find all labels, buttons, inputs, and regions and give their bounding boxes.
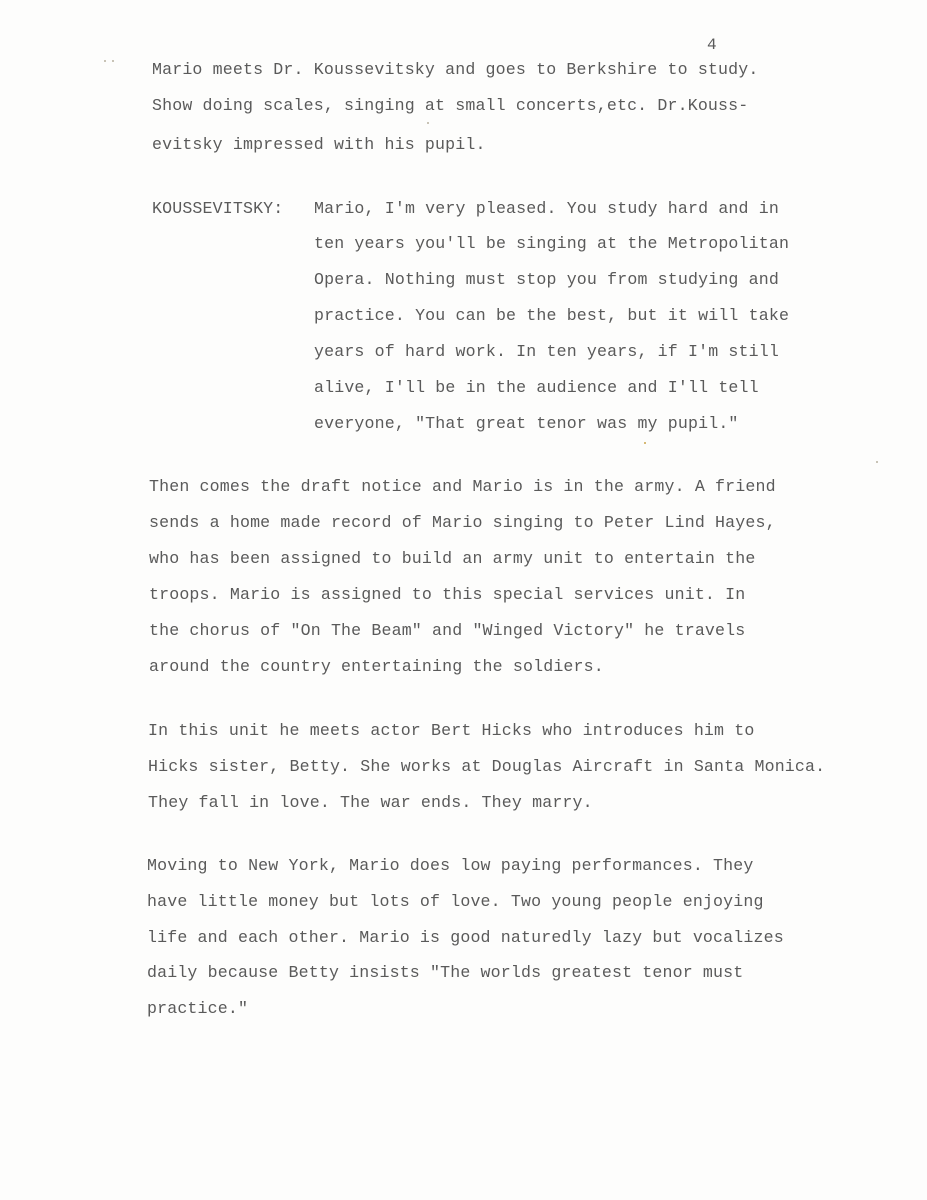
text-line: sends a home made record of Mario singing to Peter Lind Hayes, (149, 513, 776, 532)
text-line: Moving to New York, Mario does low paying performances. They (147, 856, 754, 875)
text-line: Hicks sister, Betty. She works at Douglas Aircraft in Santa Monica. (148, 757, 826, 776)
speaker-name: KOUSSEVITSKY: (152, 199, 284, 218)
paper-speck (427, 122, 429, 124)
dialogue-line: Mario, I'm very pleased. You study hard and in (314, 199, 779, 218)
text-line: who has been assigned to build an army unit to entertain the (149, 549, 756, 568)
paper-speck (104, 60, 106, 62)
paper-speck (644, 442, 646, 444)
dialogue-line: ten years you'll be singing at the Metropolitan (314, 234, 790, 253)
text-line: Then comes the draft notice and Mario is in the army. A friend (149, 477, 776, 496)
text-line: In this unit he meets actor Bert Hicks who introduces him to (148, 721, 755, 740)
dialogue-line: everyone, "That great tenor was my pupil." (314, 414, 739, 433)
text-line: around the country entertaining the soldiers. (149, 657, 604, 676)
dialogue-line: alive, I'll be in the audience and I'll tell (314, 378, 759, 397)
page-number: 4 (707, 36, 717, 54)
dialogue-line: Opera. Nothing must stop you from studying and (314, 270, 779, 289)
text-line: practice." (147, 999, 249, 1018)
paper-speck (112, 60, 114, 62)
text-line: They fall in love. The war ends. They marry. (148, 793, 593, 812)
dialogue-line: practice. You can be the best, but it will take (314, 306, 790, 325)
text-line: troops. Mario is assigned to this special services unit. In (149, 585, 746, 604)
text-line: Mario meets Dr. Koussevitsky and goes to Berkshire to study. (152, 60, 759, 79)
text-line: evitsky impressed with his pupil. (152, 135, 486, 154)
text-line: have little money but lots of love. Two young people enjoying (147, 892, 764, 911)
dialogue-line: years of hard work. In ten years, if I'm still (314, 342, 779, 361)
paper-speck (876, 461, 878, 463)
text-line: the chorus of "On The Beam" and "Winged Victory" he travels (149, 621, 746, 640)
text-line: daily because Betty insists "The worlds greatest tenor must (147, 963, 744, 982)
text-line: Show doing scales, singing at small concerts,etc. Dr.Kouss- (152, 96, 749, 115)
text-line: life and each other. Mario is good naturedly lazy but vocalizes (147, 928, 784, 947)
